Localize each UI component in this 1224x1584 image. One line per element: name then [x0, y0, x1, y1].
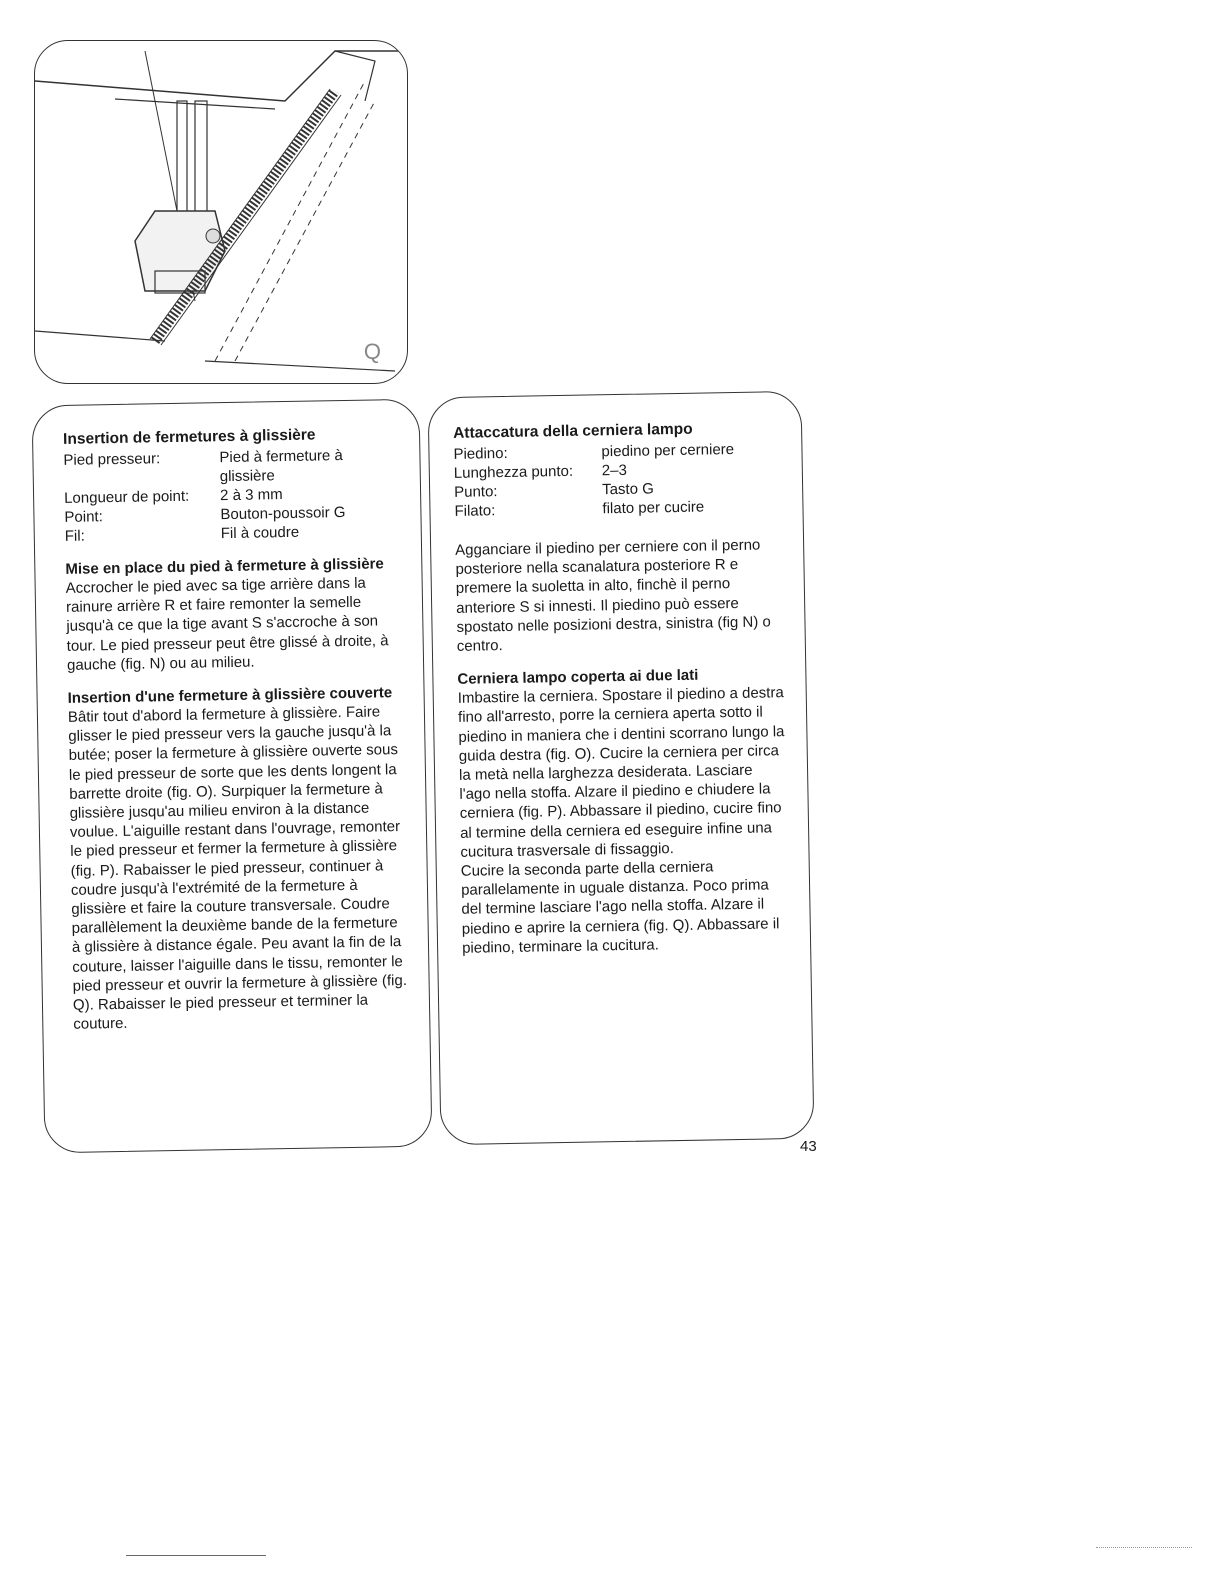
it-section1-heading: Cerniera lampo coperta ai due lati [457, 666, 699, 689]
fr-section2-heading: Insertion d'une fermeture à glissière couverte [67, 684, 393, 707]
it-title: Attaccatura della cerniera lampo [452, 420, 693, 442]
it-spec-value: piedino per cerniere [601, 440, 735, 461]
it-spec-key: Filato: [454, 502, 496, 520]
fr-section1-heading: Mise en place du pied à fermeture à glissière [65, 555, 384, 578]
it-spec-key: Lunghezza punto: [453, 462, 574, 482]
it-spec-value: 2–3 [601, 461, 627, 480]
fr-spec-row [63, 445, 400, 489]
fr-spec-value: 2 à 3 mm [219, 486, 283, 505]
page-number: 43 [800, 1138, 817, 1155]
sewing-machine-zipper-drawing [35, 41, 407, 383]
footer-divider [126, 1555, 266, 1556]
corner-divider [1096, 1547, 1192, 1548]
fr-section2-body: Bâtir tout d'abord la fermeture à glissière. Faire glisser le pied presseur vers la gauche jusqu'à la butée; poser la fermeture à glissière ouverte sous le pied presseur de sorte que les dents longent la barrette droite (fig. O). Surpiquer la fermeture à glissière jusqu'au milieu environ à la distance voulue. L'aiguille restant dans l'ouvrage, remonter le pied presseur et fermer la fermeture à glissière (fig. P). Rabaisser le pied presseur, continuer à coudre jusqu'à l'extrémité de la fermeture à glissière et faire la couture transversale. Coudre parallèlement la deuxième bande de la fermeture à glissière à distance égale. Peu avant la fin de la couture, laisser l'aiguille dans le tissu, remonter le pied presseur et ouvrir la fermeture à glissière (fig. Q). Rabaisser le pied presseur et terminer la couture. [67, 703, 408, 1034]
fr-spec-key: Point: [64, 508, 103, 526]
it-spec-key: Punto: [454, 483, 498, 501]
fr-spec-value: Pied à fermeture à glissière [219, 447, 343, 486]
italian-instructions-panel [428, 391, 815, 1145]
fr-spec-key: Pied presseur: [63, 450, 161, 469]
it-spec-value: filato per cucire [602, 498, 705, 518]
it-section1-body-b: Cucire la seconda parte della cerniera parallelamente in uguale distanza. Poco prima del termine lasciare l'ago nella stoffa. Alzare il piedino e aprire la cerniera (fig. Q). Abbassare il piedino, terminare la cucitura. [460, 858, 780, 957]
french-instructions-panel [32, 399, 433, 1154]
figure-label: Q [363, 339, 381, 364]
fr-spec-key: Longueur de point: [63, 487, 190, 507]
fr-spec-value: Fil à coudre [220, 523, 300, 543]
figure-q-illustration [34, 40, 408, 384]
fr-spec-key: Fil: [64, 527, 85, 545]
it-intro-body: Agganciare il piedino per cerniere con il perno posteriore nella scanalatura posteriore R e premere la suoletta in alto, finchè il perno anteriore S si innesti. Il piedino può essere spostato nelle posizioni destra, sinistra (fig N) o centro. [455, 536, 771, 655]
fr-spec-value: Bouton-poussoir G [220, 503, 346, 524]
fr-title: Insertion de fermetures à glissière [62, 426, 316, 448]
it-spec-key: Piedino: [453, 444, 508, 463]
it-section1-body-a: Imbastire la cerniera. Spostare il piedino a destra fino all'arresto, porre la cerniera aperta sotto il piedino in maniera che i dentini scorrano lungo la guida destra (fig. O). Cucire la cerniera per circa la metà nella larghezza desiderata. Lasciare l'ago nella stoffa. Alzare il piedino e chiudere la cerniera (fig. P). Abbassare il piedino, cucire fino al termine della cerniera ed eseguire infine una cucitura trasversale di fissaggio. [457, 684, 785, 861]
it-spec-value: Tasto G [601, 480, 654, 499]
fr-section1-body: Accrocher le pied avec sa tige arrière dans la rainure arrière R et faire remonter la semelle jusqu'à ce que la tige avant S s'accroche à son tour. Le pied presseur peut être glissé à droite, à gauche (fig. N) ou au milieu. [65, 574, 389, 674]
